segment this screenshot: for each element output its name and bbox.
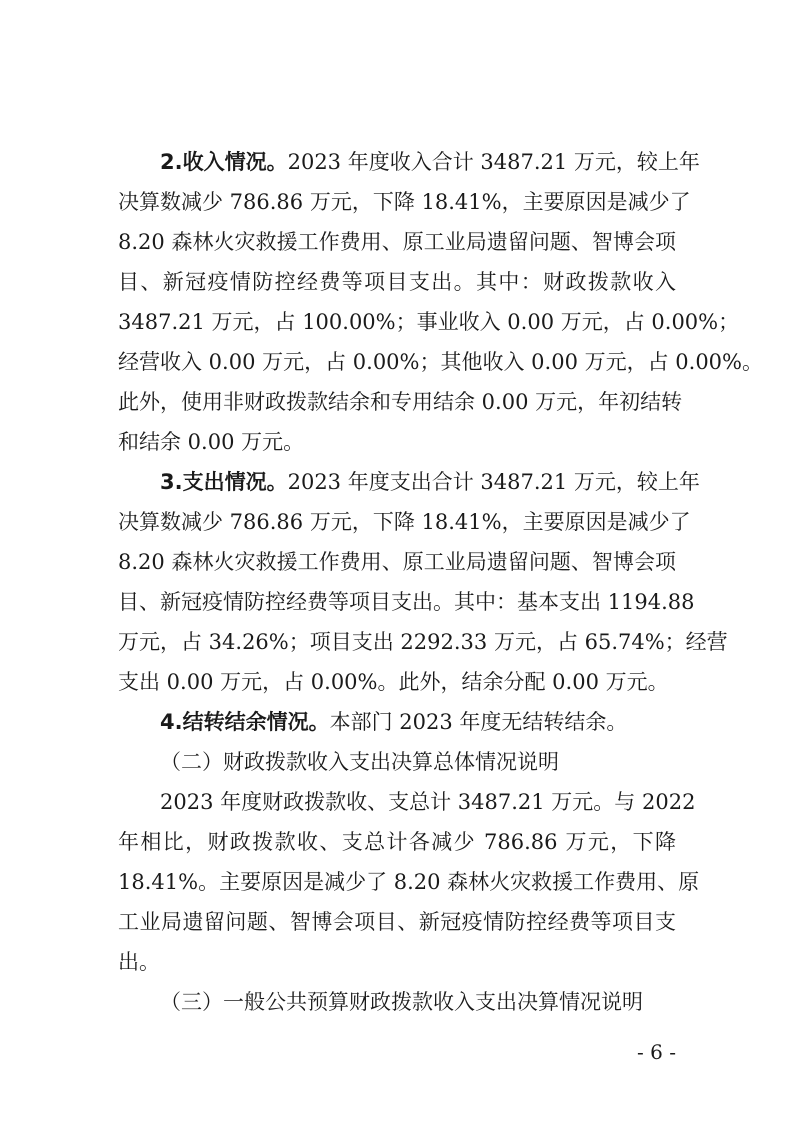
fiscal-overview-line: 出。 bbox=[118, 950, 160, 974]
fiscal-overview-line: 年相比，财政拨款收、支总计各减少 786.86 万元，下降 bbox=[118, 830, 676, 854]
fiscal-overview-line: 2023 年度财政拨款收、支总计 3487.21 万元。与 2022 bbox=[160, 790, 696, 814]
income-paragraph-line-1 bbox=[160, 142, 700, 182]
fiscal-overview-heading: （二）财政拨款收入支出决算总体情况说明 bbox=[160, 750, 559, 774]
income-heading: 2.收入情况。 bbox=[160, 150, 288, 174]
income-line: 经营收入 0.00 万元，占 0.00%；其他收入 0.00 万元，占 0.00%。 bbox=[118, 350, 763, 374]
expense-line: 目、新冠疫情防控经费等项目支出。其中：基本支出 1194.88 bbox=[118, 590, 695, 614]
income-line: 8.20 森林火灾救援工作费用、原工业局遗留问题、智博会项 bbox=[118, 230, 676, 254]
carryover-heading: 4.结转结余情况。 bbox=[160, 710, 330, 734]
page-number: - 6 - bbox=[637, 1040, 676, 1064]
income-text: 2023 年度收入合计 3487.21 万元，较上年 bbox=[287, 150, 700, 174]
carryover-paragraph bbox=[160, 702, 676, 742]
expense-line: 支出 0.00 万元，占 0.00%。此外，结余分配 0.00 万元。 bbox=[118, 670, 669, 694]
carryover-text: 本部门 2023 年度无结转结余。 bbox=[329, 710, 628, 734]
income-line: 和结余 0.00 万元。 bbox=[118, 430, 305, 454]
income-line: 此外，使用非财政拨款结余和专用结余 0.00 万元，年初结转 bbox=[118, 390, 683, 414]
expense-heading: 3.支出情况。 bbox=[160, 470, 288, 494]
expense-text: 2023 年度支出合计 3487.21 万元，较上年 bbox=[287, 470, 700, 494]
fiscal-overview-line: 工业局遗留问题、智博会项目、新冠疫情防控经费等项目支 bbox=[118, 910, 676, 934]
expense-line: 万元，占 34.26%；项目支出 2292.33 万元，占 65.74%；经营 bbox=[118, 630, 728, 654]
expense-line: 8.20 森林火灾救援工作费用、原工业局遗留问题、智博会项 bbox=[118, 550, 676, 574]
income-line: 决算数减少 786.86 万元，下降 18.41%，主要原因是减少了 bbox=[118, 190, 691, 214]
fiscal-overview-line: 18.41%。主要原因是减少了 8.20 森林火灾救援工作费用、原 bbox=[118, 870, 700, 894]
income-line: 3487.21 万元，占 100.00%；事业收入 0.00 万元，占 0.00%； bbox=[118, 310, 740, 334]
general-budget-heading: （三）一般公共预算财政拨款收入支出决算情况说明 bbox=[160, 990, 643, 1014]
expense-line: 决算数减少 786.86 万元，下降 18.41%，主要原因是减少了 bbox=[118, 510, 691, 534]
expense-paragraph-line-1 bbox=[160, 462, 700, 502]
income-line: 目、新冠疫情防控经费等项目支出。其中：财政拨款收入 bbox=[118, 270, 676, 294]
